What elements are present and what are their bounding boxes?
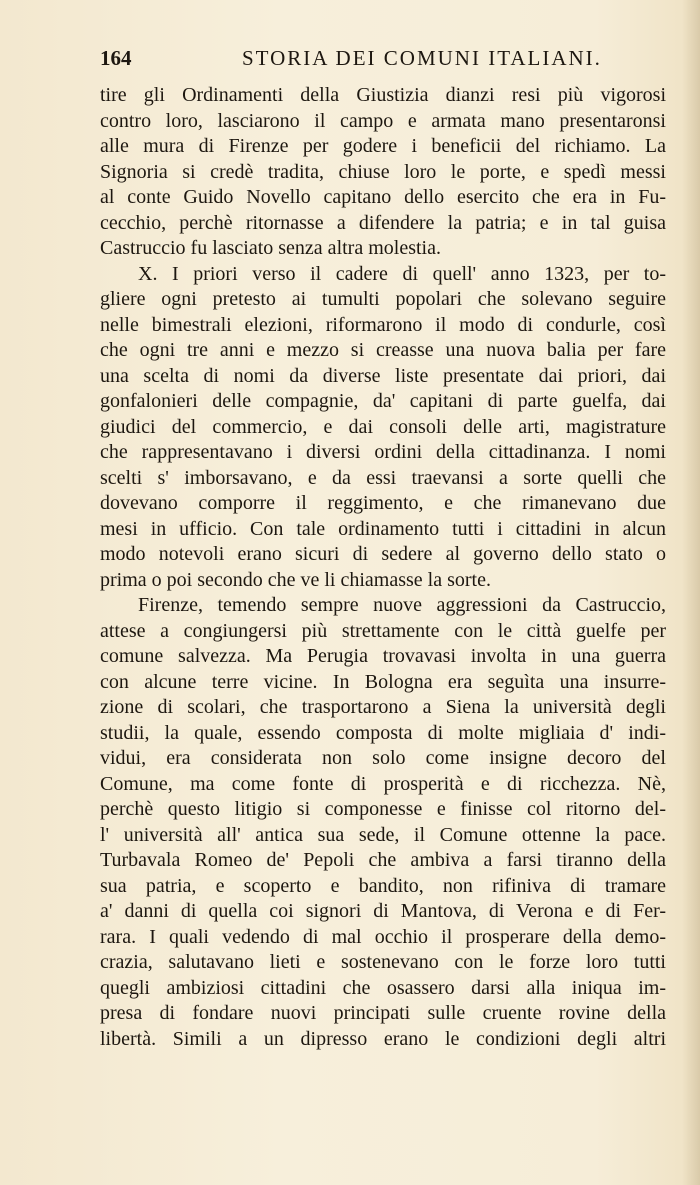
text-line: Comune, ma come fonte di prosperità e di ricchezza. Nè, bbox=[100, 772, 666, 795]
text-line: presa di fondare nuovi principati sulle cruente rovine della bbox=[100, 1002, 666, 1024]
text-line: gonfalonieri delle compagnie, da' capitani di parte guelfa, dai bbox=[100, 390, 666, 412]
text-line: comune salvezza. Ma Perugia trovavasi involta in una guerra bbox=[100, 645, 666, 667]
text-line: alle mura di Firenze per godere i beneficii del richiamo. La bbox=[100, 135, 666, 157]
text-line: perchè questo litigio si componesse e finisse col ritorno del- bbox=[100, 798, 666, 820]
text-line: mesi in ufficio. Con tale ordinamento tutti i cittadini in alcun bbox=[100, 517, 666, 540]
text-line: Signoria si credè tradita, chiuse loro le porte, e spedì messi bbox=[100, 160, 666, 183]
text-line: contro loro, lasciarono il campo e armata mano presentaronsi bbox=[100, 109, 666, 132]
page-number: 164 bbox=[100, 46, 132, 70]
text-line: a' danni di quella coi signori di Mantova, di Verona e di Fer- bbox=[100, 900, 666, 922]
text-line: vidui, era considerata non solo come insigne decoro del bbox=[100, 747, 666, 769]
text-line: attese a congiungersi più strettamente con le città guelfe per bbox=[100, 619, 666, 642]
text-line: l' università all' antica sua sede, il Comune ottenne la pace. bbox=[100, 823, 666, 846]
page-edge-shadow bbox=[682, 0, 700, 1185]
text-line: cecchio, perchè ritornasse a difendere la patria; e in tal guisa bbox=[100, 211, 666, 234]
text-line: giudici del commercio, e dai consoli delle arti, magistrature bbox=[100, 415, 666, 438]
text-line: rara. I quali vedendo di mal occhio il prosperare della demo- bbox=[100, 925, 666, 948]
text-line: dovevano comporre il reggimento, e che rimanevano due bbox=[100, 492, 666, 514]
text-line: modo notevoli erano sicuri di sedere al governo dello stato o bbox=[100, 543, 666, 565]
text-line: una scelta di nomi da diverse liste presentate dai priori, dai bbox=[100, 364, 666, 387]
text-line: scelti s' imborsavano, e da essi traevansi a sorte quelli che bbox=[100, 466, 666, 489]
text-line: che ogni tre anni e mezzo si creasse una nuova balia per fare bbox=[100, 339, 666, 361]
text-line: con alcune terre vicine. In Bologna era seguìta una insurre- bbox=[100, 670, 666, 693]
text-line: Turbavala Romeo de' Pepoli che ambiva a farsi tiranno della bbox=[100, 849, 666, 871]
text-line: Firenze, temendo sempre nuove aggressioni da Castruccio, bbox=[138, 594, 666, 616]
text-line: prima o poi secondo che ve li chiamasse la sorte. bbox=[100, 568, 491, 591]
text-line: al conte Guido Novello capitano dello esercito che era in Fu- bbox=[100, 186, 666, 208]
text-line: studii, la quale, essendo composta di molte migliaia d' indi- bbox=[100, 721, 666, 744]
text-line: zione di scolari, che trasportarono a Siena la università degli bbox=[100, 696, 666, 718]
text-line: quegli ambiziosi cittadini che osassero darsi alla iniqua im- bbox=[100, 976, 666, 999]
text-line: gliere ogni pretesto ai tumulti popolari che solevano seguire bbox=[100, 288, 666, 310]
text-line: che rappresentavano i diversi ordini della cittadinanza. I nomi bbox=[100, 441, 666, 463]
body-text bbox=[100, 83, 666, 1052]
text-line: nelle bimestrali elezioni, riformarono il modo di condurle, così bbox=[100, 313, 666, 336]
text-line: tire gli Ordinamenti della Giustizia dianzi resi più vigorosi bbox=[100, 84, 666, 106]
running-title: STORIA DEI COMUNI ITALIANI. bbox=[242, 46, 602, 70]
text-line: sua patria, e scoperto e bandito, non rifiniva di tramare bbox=[100, 874, 666, 897]
running-head bbox=[100, 46, 666, 76]
text-line: libertà. Simili a un dipresso erano le condizioni degli altri bbox=[100, 1027, 666, 1050]
text-line: crazia, salutavano lieti e sostenevano con le forze loro tutti bbox=[100, 951, 666, 973]
text-line: X. I priori verso il cadere di quell' anno 1323, per to- bbox=[138, 262, 666, 285]
text-line: Castruccio fu lasciato senza altra molestia. bbox=[100, 237, 441, 259]
